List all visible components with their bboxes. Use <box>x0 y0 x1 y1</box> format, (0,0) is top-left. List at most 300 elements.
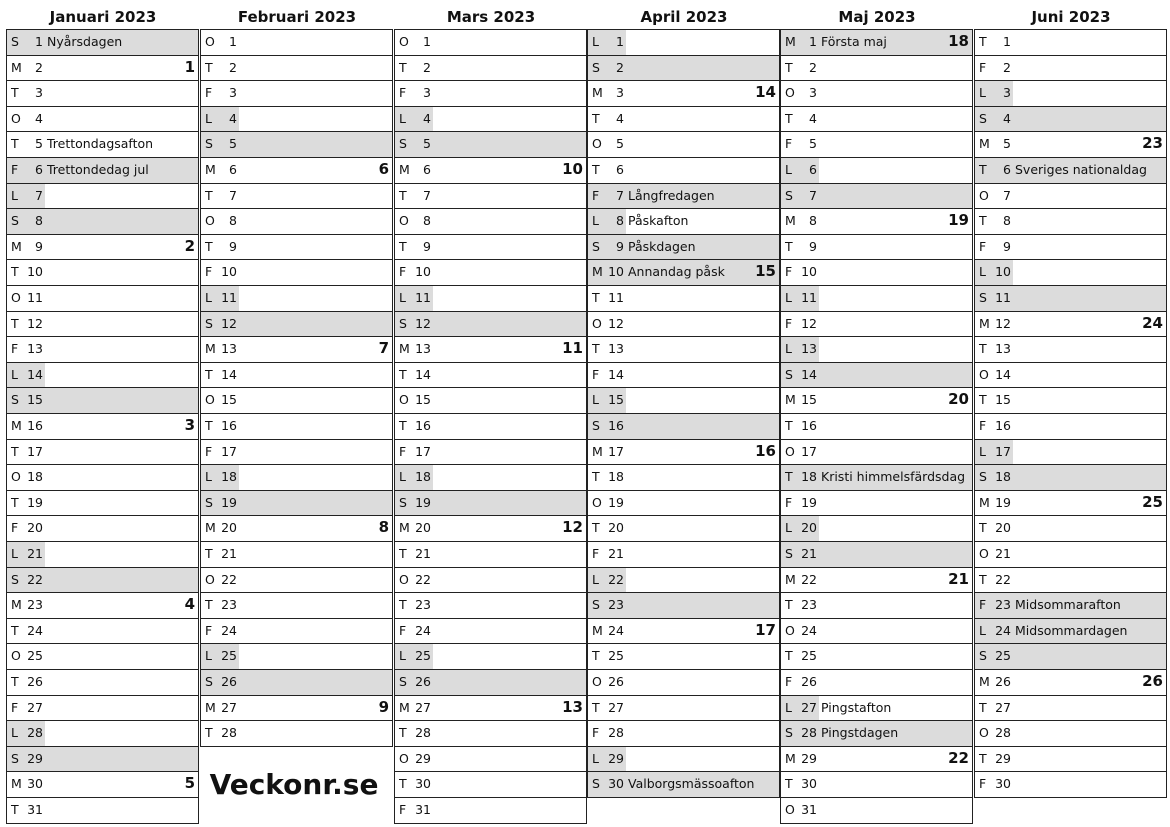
day-number: 16 <box>415 418 431 433</box>
day-row <box>780 362 973 389</box>
day-number: 7 <box>229 187 237 203</box>
day-row <box>6 285 199 312</box>
day-number: 15 <box>608 392 624 408</box>
weekday-letter: M <box>592 85 603 101</box>
day-row <box>780 311 973 338</box>
day-number: 27 <box>801 699 817 715</box>
weekday-letter: T <box>11 674 19 689</box>
day-number: 25 <box>801 648 817 664</box>
day-row <box>974 490 1167 517</box>
day-number: 27 <box>608 699 624 715</box>
day-row <box>780 695 973 722</box>
day-row <box>6 29 199 56</box>
day-number: 24 <box>221 622 237 638</box>
day-number: 29 <box>415 750 431 766</box>
holiday-name: Nyårsdagen <box>47 34 123 49</box>
holiday-name: Trettondagsafton <box>47 136 154 152</box>
day-number: 19 <box>995 494 1011 510</box>
day-row <box>974 515 1167 542</box>
day-row <box>780 29 973 56</box>
day-row <box>394 771 587 798</box>
day-row <box>587 311 780 338</box>
day-row <box>394 541 587 568</box>
weekday-letter: T <box>592 110 600 126</box>
weekday-letter: M <box>11 597 22 613</box>
day-row <box>200 131 393 158</box>
brand-logo-text: Veckonr.se <box>209 768 379 801</box>
weekday-letter: S <box>11 34 19 49</box>
weekday-letter: F <box>205 443 213 459</box>
weekday-letter: T <box>979 520 987 536</box>
day-row <box>200 515 393 542</box>
weekday-letter: F <box>979 776 987 792</box>
weekday-letter: O <box>592 494 602 510</box>
day-number: 3 <box>1003 85 1011 101</box>
day-row <box>587 643 780 670</box>
day-number: 29 <box>995 750 1011 766</box>
weekday-letter: L <box>399 290 406 305</box>
day-row <box>780 439 973 466</box>
day-row <box>974 336 1167 363</box>
day-row <box>6 771 199 798</box>
day-number: 11 <box>995 290 1011 305</box>
weekday-letter: M <box>979 315 990 331</box>
day-number: 9 <box>1003 238 1011 254</box>
day-number: 24 <box>27 622 43 638</box>
day-row <box>974 669 1167 696</box>
day-number: 9 <box>229 238 237 254</box>
day-number: 1 <box>423 34 431 49</box>
day-number: 24 <box>801 622 817 638</box>
day-number: 15 <box>27 392 43 408</box>
weekday-letter: O <box>592 674 602 689</box>
day-row <box>6 311 199 338</box>
day-row <box>200 695 393 722</box>
day-row <box>200 643 393 670</box>
weekday-letter: M <box>11 59 22 75</box>
weekday-letter: S <box>979 110 987 126</box>
weekday-letter: L <box>11 725 18 741</box>
week-number: 6 <box>378 160 389 178</box>
weekday-letter: F <box>592 187 600 203</box>
day-number: 13 <box>801 341 817 357</box>
day-row <box>200 183 393 210</box>
week-number: 10 <box>562 160 583 178</box>
day-number: 3 <box>616 85 624 101</box>
day-row <box>780 336 973 363</box>
weekday-letter: L <box>592 571 599 587</box>
day-row <box>974 259 1167 286</box>
day-number: 28 <box>27 725 43 741</box>
weekday-letter: T <box>979 699 987 715</box>
day-row <box>974 387 1167 414</box>
day-number: 14 <box>608 366 624 382</box>
day-row <box>6 643 199 670</box>
day-row <box>6 567 199 594</box>
weekday-letter: T <box>399 725 407 741</box>
day-number: 26 <box>415 674 431 689</box>
day-row <box>6 387 199 414</box>
day-row <box>974 771 1167 798</box>
day-number: 15 <box>801 392 817 408</box>
day-number: 19 <box>415 494 431 510</box>
day-row <box>394 669 587 696</box>
day-row <box>394 592 587 619</box>
weekday-letter: T <box>399 776 407 792</box>
day-number: 25 <box>608 648 624 664</box>
weekday-letter: S <box>979 290 987 305</box>
day-number: 26 <box>608 674 624 689</box>
weekday-letter: O <box>785 85 795 101</box>
weekday-letter: M <box>785 571 796 587</box>
weekday-letter: S <box>11 750 19 766</box>
day-number: 8 <box>35 213 43 229</box>
day-row <box>587 183 780 210</box>
weekday-letter: M <box>205 162 216 177</box>
weekday-letter: O <box>399 392 409 408</box>
day-number: 29 <box>801 750 817 766</box>
weekday-letter: T <box>205 597 213 613</box>
weekday-letter: L <box>592 213 599 229</box>
day-row <box>587 387 780 414</box>
day-row <box>780 720 973 747</box>
holiday-name: Långfredagen <box>628 187 715 203</box>
weekday-letter: F <box>785 494 793 510</box>
day-number: 7 <box>616 187 624 203</box>
week-number: 5 <box>184 774 195 793</box>
day-row <box>6 695 199 722</box>
day-number: 19 <box>608 494 624 510</box>
weekday-letter: O <box>11 648 21 664</box>
day-number: 2 <box>1003 59 1011 75</box>
day-number: 17 <box>27 443 43 459</box>
weekday-letter: F <box>205 264 213 280</box>
weekday-letter: T <box>592 341 600 357</box>
weekday-letter: S <box>785 725 793 741</box>
day-row <box>200 80 393 107</box>
weekday-letter: F <box>205 85 213 101</box>
week-number: 18 <box>948 32 969 50</box>
weekday-letter: F <box>592 725 600 741</box>
day-number: 20 <box>801 520 817 536</box>
day-number: 8 <box>229 213 237 229</box>
day-number: 18 <box>801 469 817 485</box>
weekday-letter: M <box>785 34 796 49</box>
day-row <box>780 515 973 542</box>
weekday-letter: M <box>205 341 216 357</box>
weekday-letter: L <box>11 187 18 203</box>
weekday-letter: M <box>785 750 796 766</box>
day-row <box>394 362 587 389</box>
day-number: 19 <box>801 494 817 510</box>
weekday-letter: T <box>592 520 600 536</box>
weekday-letter: O <box>11 290 21 305</box>
day-row <box>6 515 199 542</box>
day-number: 15 <box>221 392 237 408</box>
weekday-letter: M <box>399 162 410 177</box>
day-number: 5 <box>229 136 237 152</box>
weekday-letter: S <box>11 392 19 408</box>
day-number: 2 <box>423 59 431 75</box>
day-row <box>6 55 199 82</box>
day-row <box>974 106 1167 133</box>
day-row <box>200 311 393 338</box>
day-row <box>780 669 973 696</box>
weekday-letter: L <box>979 85 986 101</box>
day-row <box>200 439 393 466</box>
day-number: 1 <box>809 34 817 49</box>
day-row <box>974 541 1167 568</box>
day-number: 23 <box>415 597 431 613</box>
weekday-letter: L <box>11 546 18 561</box>
weekday-letter: S <box>785 187 793 203</box>
weekday-letter: S <box>979 648 987 664</box>
day-row <box>974 567 1167 594</box>
weekday-letter: F <box>399 622 407 638</box>
day-number: 3 <box>229 85 237 101</box>
weekday-letter: T <box>979 341 987 357</box>
day-row <box>6 336 199 363</box>
day-row <box>6 183 199 210</box>
weekday-letter: L <box>205 290 212 305</box>
day-number: 31 <box>415 802 431 817</box>
day-number: 22 <box>415 571 431 587</box>
day-row <box>974 131 1167 158</box>
weekday-letter: S <box>979 469 987 485</box>
day-number: 9 <box>809 238 817 254</box>
day-number: 18 <box>995 469 1011 485</box>
weekday-letter: S <box>399 494 407 510</box>
weekday-letter: F <box>979 418 987 433</box>
weekday-letter: T <box>399 418 407 433</box>
weekday-letter: S <box>205 674 213 689</box>
day-row <box>587 746 780 773</box>
week-number: 24 <box>1142 313 1163 332</box>
day-row <box>780 567 973 594</box>
day-number: 5 <box>809 136 817 152</box>
weekday-letter: T <box>399 597 407 613</box>
day-row <box>394 336 587 363</box>
weekday-letter: O <box>399 34 409 49</box>
day-row <box>587 720 780 747</box>
day-row <box>6 490 199 517</box>
day-number: 6 <box>1003 162 1011 177</box>
day-number: 10 <box>995 264 1011 280</box>
weekday-letter: O <box>205 213 215 229</box>
weekday-letter: T <box>592 469 600 485</box>
weekday-letter: S <box>592 238 600 254</box>
day-row <box>394 746 587 773</box>
day-row <box>200 362 393 389</box>
day-row <box>394 439 587 466</box>
holiday-name: Första maj <box>821 34 887 49</box>
day-number: 31 <box>801 802 817 817</box>
day-row <box>587 490 780 517</box>
day-number: 28 <box>995 725 1011 741</box>
month-title: Januari 2023 <box>49 8 157 26</box>
weekday-letter: T <box>592 699 600 715</box>
weekday-letter: F <box>11 162 19 177</box>
day-number: 13 <box>415 341 431 357</box>
day-number: 11 <box>608 290 624 305</box>
weekday-letter: S <box>785 546 793 561</box>
day-number: 26 <box>221 674 237 689</box>
day-number: 12 <box>608 315 624 331</box>
weekday-letter: F <box>979 597 987 613</box>
day-number: 5 <box>1003 136 1011 152</box>
day-number: 22 <box>608 571 624 587</box>
day-row <box>200 618 393 645</box>
day-row <box>394 515 587 542</box>
weekday-letter: O <box>205 34 215 49</box>
weekday-letter: L <box>979 443 986 459</box>
day-number: 28 <box>608 725 624 741</box>
day-number: 17 <box>415 443 431 459</box>
day-row <box>974 55 1167 82</box>
day-number: 13 <box>608 341 624 357</box>
holiday-name: Påskdagen <box>628 238 696 254</box>
day-number: 17 <box>221 443 237 459</box>
day-number: 11 <box>27 290 43 305</box>
day-number: 20 <box>608 520 624 536</box>
day-row <box>780 55 973 82</box>
day-number: 16 <box>995 418 1011 433</box>
month-title: Mars 2023 <box>446 8 536 26</box>
week-number: 12 <box>562 518 583 537</box>
day-number: 6 <box>616 162 624 177</box>
weekday-letter: F <box>979 238 987 254</box>
day-number: 2 <box>229 59 237 75</box>
day-number: 6 <box>229 162 237 177</box>
weekday-letter: O <box>11 469 21 485</box>
day-number: 15 <box>995 392 1011 408</box>
day-number: 25 <box>221 648 237 664</box>
week-number: 17 <box>755 620 776 639</box>
day-number: 2 <box>809 59 817 75</box>
weekday-letter: M <box>592 622 603 638</box>
weekday-letter: T <box>11 443 19 459</box>
day-row <box>200 55 393 82</box>
day-row <box>394 490 587 517</box>
week-number: 9 <box>378 697 389 716</box>
day-number: 30 <box>801 776 817 792</box>
weekday-letter: T <box>205 238 213 254</box>
weekday-letter: L <box>592 392 599 408</box>
day-number: 21 <box>221 546 237 561</box>
weekday-letter: T <box>399 187 407 203</box>
day-number: 25 <box>995 648 1011 664</box>
weekday-letter: S <box>11 571 19 587</box>
day-row <box>974 80 1167 107</box>
day-number: 16 <box>27 418 43 433</box>
day-number: 24 <box>995 622 1011 638</box>
weekday-letter: S <box>785 366 793 382</box>
day-row <box>587 80 780 107</box>
day-row <box>6 413 199 440</box>
day-row <box>587 695 780 722</box>
day-number: 3 <box>423 85 431 101</box>
day-number: 22 <box>995 571 1011 587</box>
day-row <box>394 413 587 440</box>
day-row <box>394 464 587 491</box>
weekday-letter: T <box>11 136 19 152</box>
week-number: 4 <box>184 595 195 614</box>
weekday-letter: T <box>11 802 19 817</box>
weekday-letter: T <box>979 750 987 766</box>
day-number: 14 <box>415 366 431 382</box>
day-row <box>780 490 973 517</box>
day-number: 14 <box>27 366 43 382</box>
day-number: 9 <box>423 238 431 254</box>
weekday-letter: T <box>11 315 19 331</box>
week-number: 8 <box>378 518 389 537</box>
weekday-letter: S <box>205 315 213 331</box>
weekday-letter: M <box>205 699 216 715</box>
weekday-letter: F <box>11 520 19 536</box>
day-number: 10 <box>415 264 431 280</box>
weekday-letter: L <box>11 366 18 382</box>
day-number: 18 <box>608 469 624 485</box>
day-row <box>200 541 393 568</box>
day-number: 14 <box>221 366 237 382</box>
day-row <box>780 464 973 491</box>
weekday-letter: L <box>785 699 792 715</box>
weekday-letter: O <box>785 622 795 638</box>
day-number: 12 <box>27 315 43 331</box>
day-number: 4 <box>809 110 817 126</box>
day-number: 16 <box>608 418 624 433</box>
day-row <box>394 234 587 261</box>
weekday-letter: S <box>11 213 19 229</box>
month-title: Juni 2023 <box>1031 8 1111 26</box>
weekday-letter: T <box>785 418 793 433</box>
holiday-name: Sveriges nationaldag <box>1015 162 1147 177</box>
weekday-letter: L <box>205 648 212 664</box>
day-row <box>974 234 1167 261</box>
day-number: 20 <box>221 520 237 536</box>
day-row <box>780 183 973 210</box>
day-row <box>200 336 393 363</box>
day-number: 11 <box>801 290 817 305</box>
weekday-letter: O <box>979 725 989 741</box>
day-row <box>394 797 587 824</box>
week-number: 3 <box>184 416 195 434</box>
weekday-letter: T <box>979 213 987 229</box>
week-number: 11 <box>562 339 583 358</box>
day-number: 28 <box>415 725 431 741</box>
day-row <box>587 285 780 312</box>
day-number: 15 <box>415 392 431 408</box>
weekday-letter: F <box>979 59 987 75</box>
day-row <box>974 439 1167 466</box>
day-number: 26 <box>801 674 817 689</box>
day-number: 12 <box>415 315 431 331</box>
day-number: 28 <box>221 725 237 741</box>
day-number: 4 <box>423 110 431 126</box>
day-row <box>780 106 973 133</box>
day-row <box>200 106 393 133</box>
weekday-letter: L <box>979 622 986 638</box>
day-row <box>394 55 587 82</box>
day-row <box>394 720 587 747</box>
day-number: 6 <box>423 162 431 177</box>
day-row <box>6 259 199 286</box>
day-row <box>780 413 973 440</box>
day-number: 26 <box>27 674 43 689</box>
weekday-letter: T <box>11 494 19 510</box>
weekday-letter: F <box>592 546 600 561</box>
day-row <box>780 746 973 773</box>
